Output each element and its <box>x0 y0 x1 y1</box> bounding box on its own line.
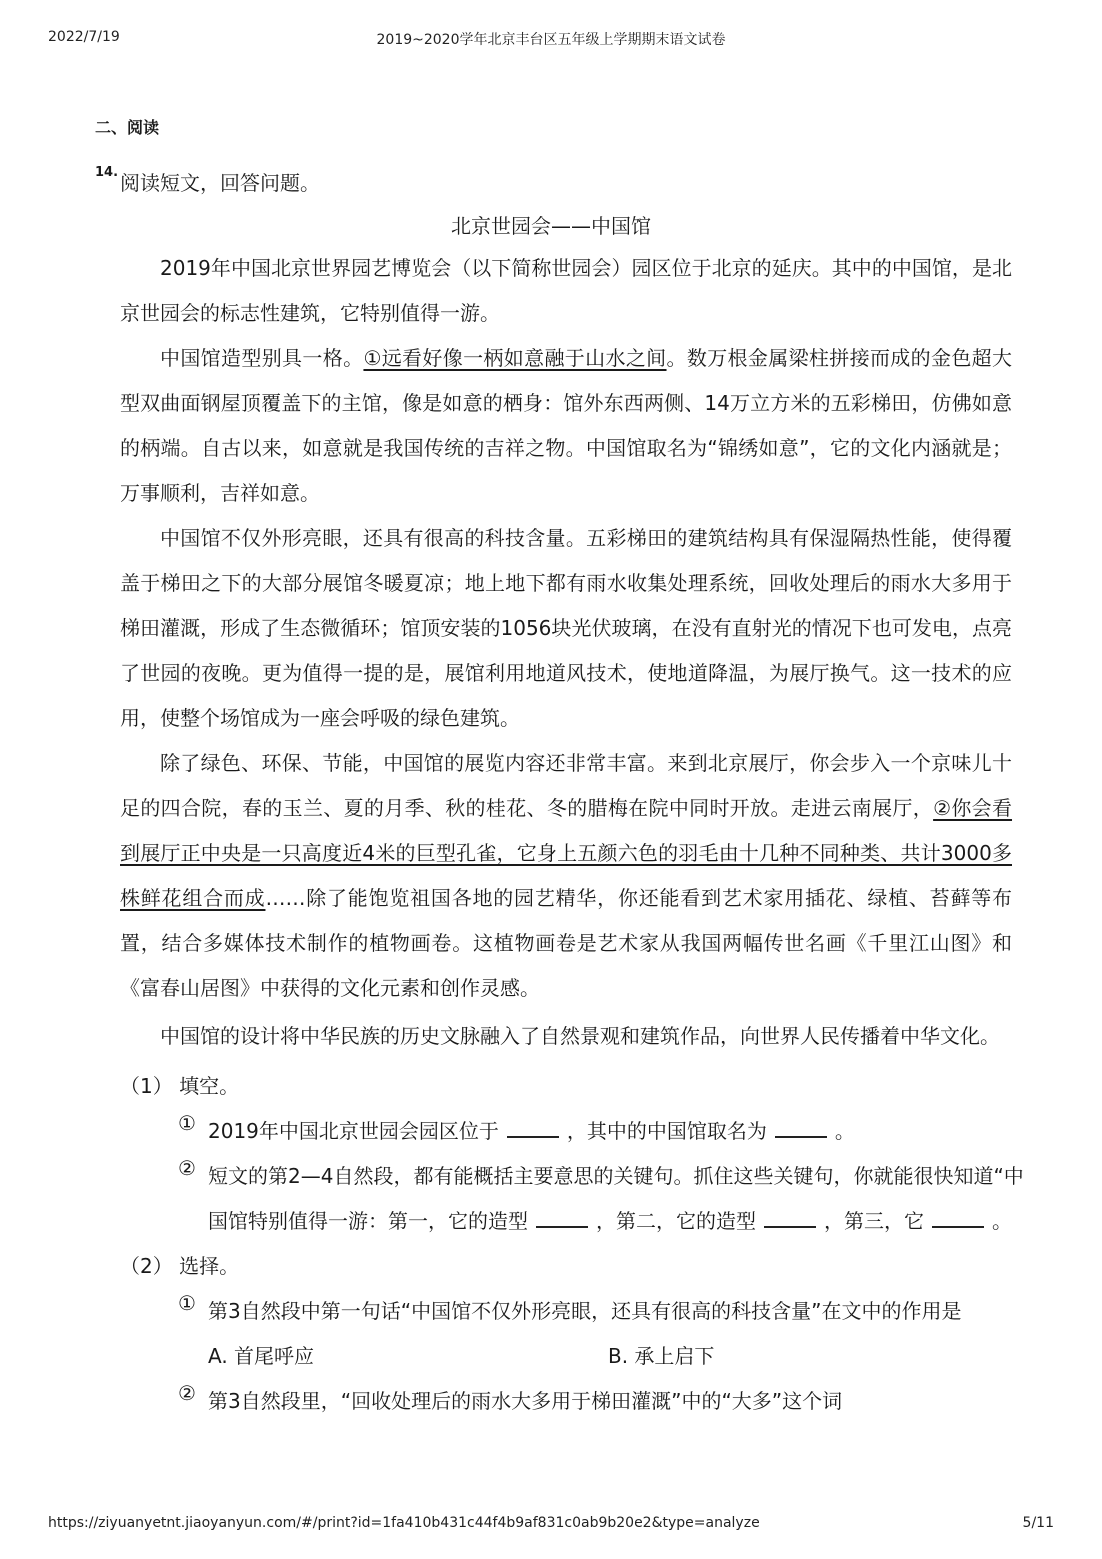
option-b[interactable]: B. 承上启下 <box>608 1344 715 1368</box>
circled-number-2: ② <box>178 1156 196 1180</box>
fill-item-1-text-a: 2019年中国北京世园会园区位于 <box>208 1119 499 1143</box>
answer-blank[interactable] <box>507 1116 559 1138</box>
fill-item-1-text-b: ，其中的中国馆取名为 <box>566 1119 767 1143</box>
paragraph-1: 2019年中国北京世界园艺博览会（以下简称世园会）园区位于北京的延庆。其中的中国馆，是北京世园会的标志性建筑，它特别值得一游。 <box>120 256 1012 325</box>
paragraph-5: 中国馆的设计将中华民族的历史文脉融入了自然景观和建筑作品，向世界人民传播着中华文化。 <box>160 1024 1000 1048</box>
paragraph-4 <box>120 741 1012 1011</box>
paragraph-3: 中国馆不仅外形亮眼，还具有很高的科技含量。五彩梯田的建筑结构具有保湿隔热性能，使得覆盖于梯田之下的大部分展馆冬暖夏凉；地上地下都有雨水收集处理系统，回收处理后的雨水大多用于梯田灌溉，形成了生态微循环；馆顶安装的1056块光伏玻璃，在没有直射光的情况下也可发电，点亮了世园的夜晚。更为值得一提的是，展馆利用地道风技术，使地道降温，为展厅换气。这一技术的应用，使整个场馆成为一座会呼吸的绿色建筑。 <box>120 526 1012 730</box>
answer-blank[interactable] <box>764 1206 816 1228</box>
fill-item-2-line-1: 短文的第2—4自然段，都有能概括主要意思的关键句。抓住这些关键句，你就能很快知道“中 <box>208 1164 1024 1188</box>
choice-item-2-text: 第3自然段里，“回收处理后的雨水大多用于梯田灌溉”中的“大多”这个词 <box>208 1389 843 1413</box>
fill-item-1-text-c: 。 <box>834 1119 855 1143</box>
part-2-label: （2） 选择。 <box>120 1254 240 1278</box>
paragraph-2-text-b: 。数万根金属梁柱拼接而成的金色超大型双曲面钢屋顶覆盖下的主馆，像是如意的栖身：馆外东西两侧、14万立方米的五彩梯田，仿佛如意的柄端。自古以来，如意就是我国传统的吉祥之物。中国馆取名为“锦绣如意”，它的文化内涵就是；万事顺利，吉祥如意。 <box>120 346 1013 505</box>
underlined-sentence-2: ②你会看到展厅正中央是一只高度近4米的巨型孔雀，它身上五颜六色的羽毛由十几种不同种类、共计3000多株鲜花组合而成 <box>120 796 1013 910</box>
answer-blank[interactable] <box>775 1116 827 1138</box>
fill-item-2-text-d: 。 <box>992 1209 1012 1233</box>
section-heading: 二、阅读 <box>95 118 160 137</box>
footer-url: https://ziyuanyetnt.jiaoyanyun.com/#/print?id=1fa410b431c44f4b9af831c0ab9b20e2&type=analyze <box>48 1515 760 1531</box>
paragraph-4-text-b: ……除了能饱览祖国各地的园艺精华，你还能看到艺术家用插花、绿植、苔藓等布置，结合多媒体技术制作的植物画卷。这植物画卷是艺术家从我国两幅传世名画《千里江山图》和《富春山居图》中获得的文化元素和创作灵感。 <box>120 886 1013 1000</box>
paragraph-2-text-a: 中国馆造型别具一格。 <box>160 346 364 370</box>
page-number: 5/11 <box>1022 1515 1054 1531</box>
part-1-label: （1） 填空。 <box>120 1074 240 1098</box>
choice-item-1-text: 第3自然段中第一句话“中国馆不仅外形亮眼，还具有很高的科技含量”在文中的作用是 <box>208 1299 962 1323</box>
answer-blank[interactable] <box>932 1206 984 1228</box>
fill-item-2-text-a: 国馆特别值得一游：第一，它的造型 <box>208 1209 528 1233</box>
paragraph-2 <box>120 336 1012 516</box>
question-intro: 阅读短文，回答问题。 <box>120 171 320 195</box>
question-number: 14. <box>95 165 119 180</box>
header-date: 2022/7/19 <box>48 29 120 45</box>
fill-item-2-text-c: ，第三，它 <box>824 1209 924 1233</box>
fill-item-1 <box>208 1115 855 1144</box>
header-title: 2019~2020学年北京丰台区五年级上学期期末语文试卷 <box>376 32 726 48</box>
paragraph-4-text-a: 除了绿色、环保、节能，中国馆的展览内容还非常丰富。来到北京展厅，你会步入一个京味儿十足的四合院，春的玉兰、夏的月季、秋的桂花、冬的腊梅在院中同时开放。走进云南展厅， <box>120 751 1012 820</box>
answer-blank[interactable] <box>536 1206 588 1228</box>
circled-number-2: ② <box>178 1381 196 1405</box>
option-a[interactable]: A. 首尾呼应 <box>208 1344 315 1368</box>
circled-number-1: ① <box>178 1111 196 1135</box>
underlined-sentence-1: ①远看好像一柄如意融于山水之间 <box>363 346 667 370</box>
fill-item-2-line-2 <box>208 1205 1012 1234</box>
circled-number-1: ① <box>178 1291 196 1315</box>
passage-title: 北京世园会——中国馆 <box>451 214 651 238</box>
fill-item-2-text-b: ，第二，它的造型 <box>596 1209 756 1233</box>
